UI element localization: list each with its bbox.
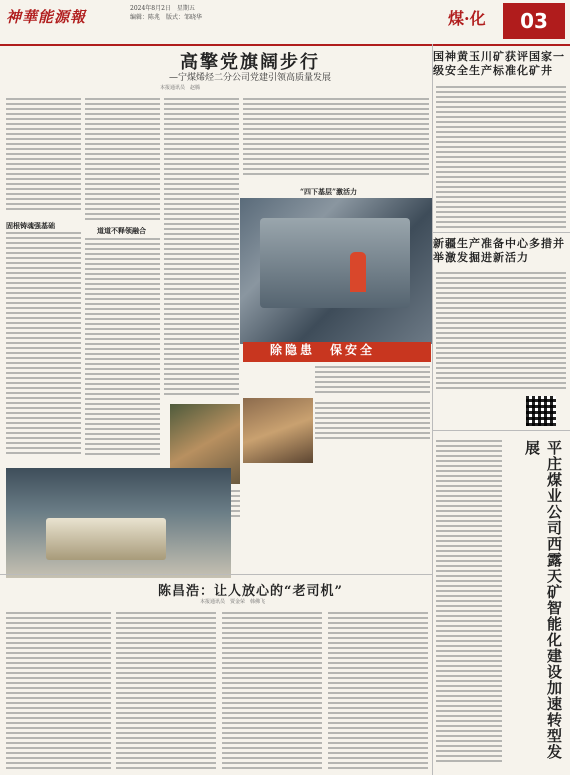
feature-caption-2-text: [315, 402, 430, 442]
editor-line: 编辑：陈兆 版式：邹晓华: [130, 14, 203, 21]
equipment-shape: [260, 218, 410, 308]
photo-mining-truck: [6, 468, 231, 578]
column-4-text: [243, 98, 429, 178]
section-subhead-1: 固根铸魂强基础: [6, 221, 55, 230]
column-2-text: [85, 98, 160, 223]
issue-meta: [130, 4, 202, 22]
right-story-3-text: [436, 440, 502, 765]
feature-photo-equipment: [240, 198, 432, 344]
right-story-1-text: [436, 86, 566, 231]
page-number-badge: 03: [503, 3, 565, 39]
lead-headline: 高擎党旗阔步行: [180, 52, 320, 73]
feature-caption-text: [315, 366, 430, 396]
story2-col3: [222, 612, 322, 772]
worker-figure: [350, 252, 366, 292]
feature-banner-title: 除隐患 保安全: [270, 343, 376, 357]
right-column-divider: [432, 44, 433, 775]
story2-col2: [116, 612, 216, 772]
lead-subtitle: —宁煤烯烃二分公司党建引领高质量发展: [168, 73, 331, 83]
section-subhead-3: “四下基层”激活力: [300, 187, 358, 196]
lead-byline: 本报通讯员 赵腾: [160, 85, 201, 91]
right-divider-1: [433, 232, 570, 233]
story2-col4: [328, 612, 428, 772]
column-1-text-b: [6, 232, 81, 457]
right-headline-2: 新疆生产准备中心多措并举激发掘进新活力: [433, 237, 565, 264]
right-divider-2: [433, 430, 570, 431]
channel-name: 煤·化: [448, 9, 486, 28]
masthead: [0, 0, 570, 46]
newspaper-logo: 神華能源報: [6, 8, 87, 26]
truck-shape: [46, 518, 166, 560]
column-3-text: [164, 98, 239, 398]
column-1-text: [6, 98, 81, 213]
issue-date: 2024年8月2日 星期五: [130, 5, 195, 12]
section-subhead-2: 道道不释领融合: [97, 226, 146, 235]
story2-byline: 本报通讯员 贾金荣 韩佛飞: [200, 599, 266, 605]
qr-code-icon: [526, 396, 556, 426]
right-story-2-text: [436, 272, 566, 392]
column-2-text-b: [85, 238, 160, 458]
story2-headline: 陈昌浩：让人放心的“老司机”: [158, 584, 343, 599]
feature-photo-inspection: [243, 398, 313, 463]
story2-col1: [6, 612, 111, 772]
right-headline-1: 国神黄玉川矿获评国家一级安全生产标准化矿井: [433, 50, 565, 77]
right-vertical-headline: 平庄煤业公司西露天矿智能化建设加速转型发展: [523, 440, 563, 760]
story-divider: [0, 574, 432, 575]
